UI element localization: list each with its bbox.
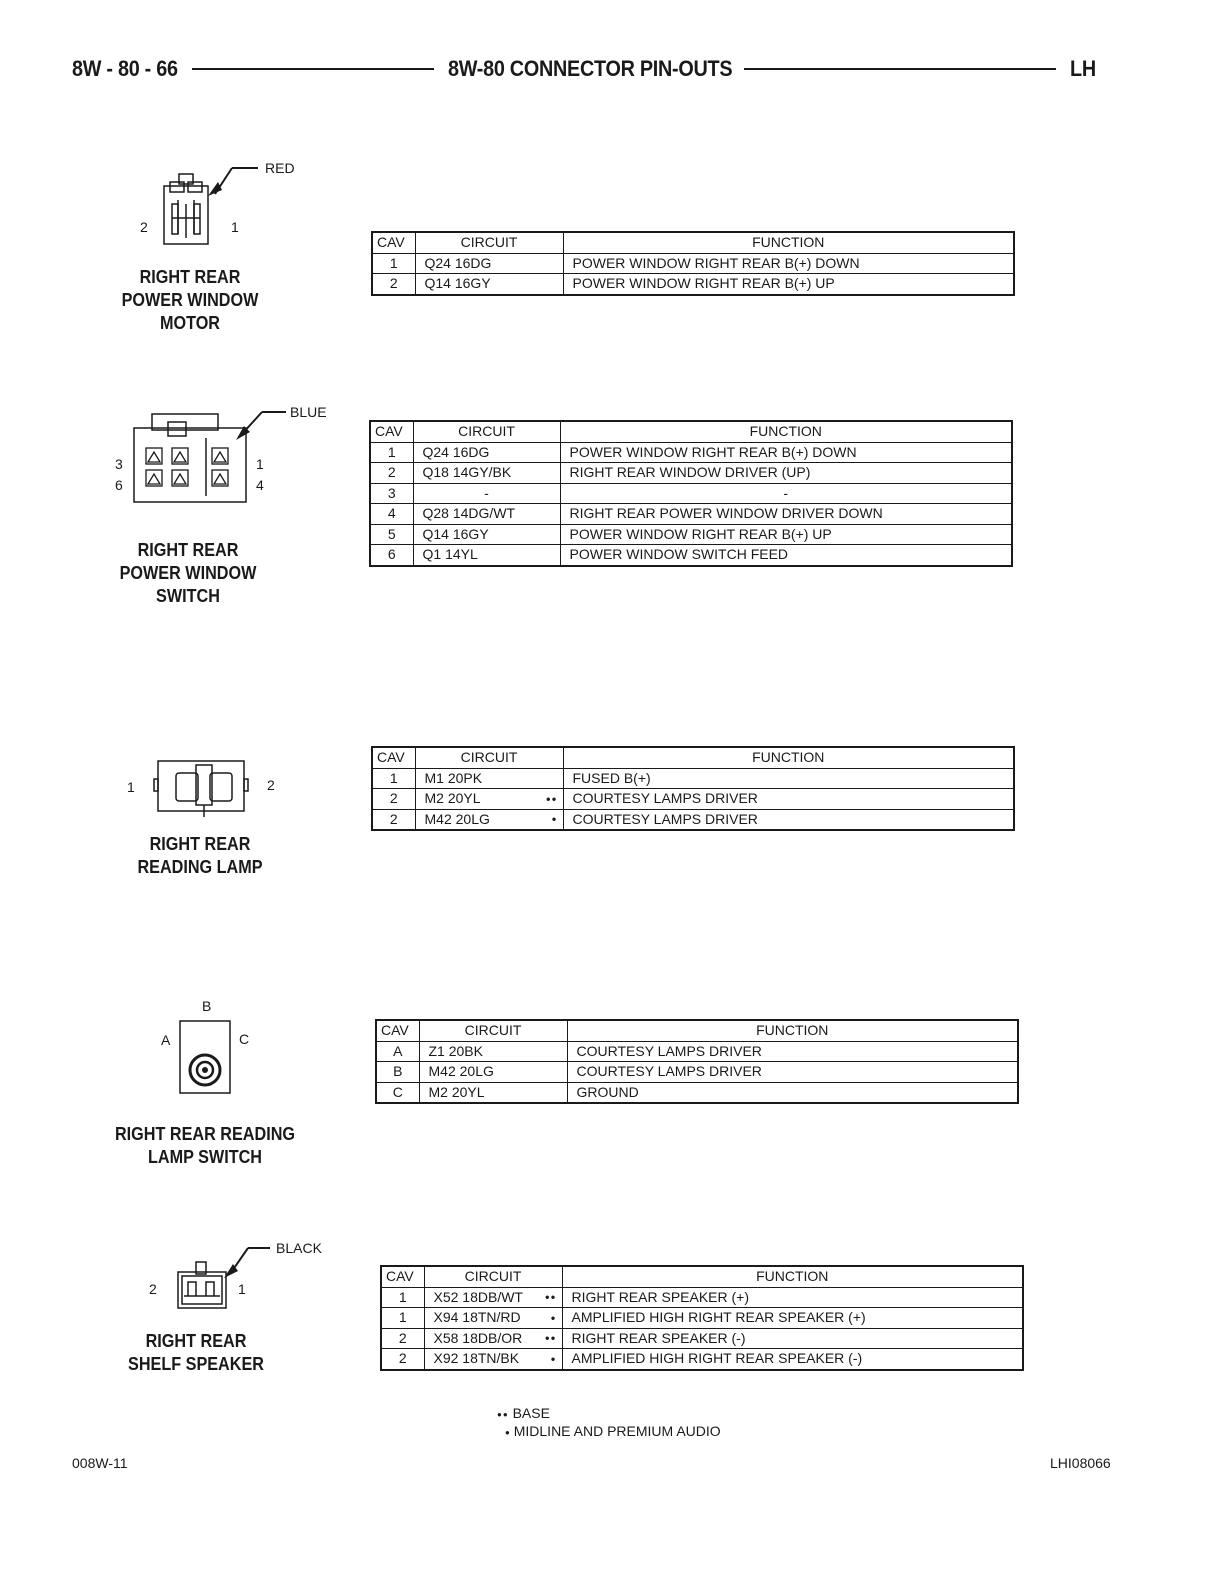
function-cell: POWER WINDOW RIGHT REAR B(+) UP (560, 524, 1012, 545)
cav-cell: 2 (381, 1328, 424, 1349)
legend-item (497, 1423, 721, 1439)
option-marker: ●● (544, 1292, 557, 1302)
header-rule-right (744, 68, 1056, 70)
function-cell: RIGHT REAR WINDOW DRIVER (UP) (560, 463, 1012, 484)
page-title: 8W-80 CONNECTOR PIN-OUTS (448, 56, 733, 81)
circuit-text: X92 18TN/BK (433, 1350, 520, 1367)
motor-connector-diagram (150, 160, 330, 260)
table-row (372, 768, 1014, 789)
circuit-cell (415, 768, 563, 789)
cav-cell: 4 (370, 504, 413, 525)
page-side: LH (1070, 56, 1096, 81)
pin-label: 6 (115, 477, 123, 493)
table-row (372, 253, 1014, 274)
circuit-cell (419, 1062, 567, 1083)
pinout-table (380, 1265, 1024, 1371)
pin-label: 1 (238, 1281, 246, 1297)
cav-cell: 6 (370, 545, 413, 566)
connector-name: RIGHT REAR POWER WINDOW MOTOR (121, 267, 259, 333)
legend-marker: ● (505, 1427, 510, 1437)
column-header: CIRCUIT (415, 747, 563, 768)
table-row (376, 1062, 1018, 1083)
cav-cell: A (376, 1041, 419, 1062)
table-row (372, 274, 1014, 295)
circuit-text: M1 20PK (424, 769, 483, 786)
function-cell: RIGHT REAR SPEAKER (+) (562, 1287, 1023, 1308)
cav-cell: 5 (370, 524, 413, 545)
connector-name: RIGHT REAR POWER WINDOW SWITCH (119, 540, 257, 606)
footer-code-right: LHI08066 (1050, 1455, 1111, 1471)
function-cell: POWER WINDOW RIGHT REAR B(+) UP (563, 274, 1014, 295)
connector-name: RIGHT REAR READING LAMP (137, 834, 263, 877)
column-header: CIRCUIT (419, 1020, 567, 1041)
table-row (370, 463, 1012, 484)
function-cell: RIGHT REAR SPEAKER (-) (562, 1328, 1023, 1349)
circuit-text: Q14 16GY (424, 275, 491, 292)
circuit-cell (424, 1287, 562, 1308)
pin-label: 3 (115, 456, 123, 472)
table-row (381, 1328, 1023, 1349)
option-marker: ● (551, 814, 558, 824)
pin-label: C (239, 1031, 250, 1047)
function-cell: COURTESY LAMPS DRIVER (563, 809, 1014, 830)
circuit-cell (415, 809, 563, 830)
table-row (372, 789, 1014, 810)
circuit-cell (424, 1308, 562, 1329)
circuit-text: Z1 20BK (428, 1042, 483, 1059)
function-cell: RIGHT REAR POWER WINDOW DRIVER DOWN (560, 504, 1012, 525)
connector-color-label: BLACK (276, 1240, 322, 1256)
circuit-cell (415, 789, 563, 810)
column-header: FUNCTION (560, 421, 1012, 442)
pin-label: 2 (140, 219, 148, 235)
column-header: CIRCUIT (413, 421, 560, 442)
table-row (381, 1287, 1023, 1308)
circuit-text: Q24 16DG (424, 254, 492, 271)
circuit-cell (424, 1349, 562, 1370)
cav-cell: 1 (381, 1308, 424, 1329)
cav-cell: 1 (372, 253, 415, 274)
column-header: FUNCTION (562, 1266, 1023, 1287)
connector-name: RIGHT REAR SHELF SPEAKER (128, 1331, 264, 1374)
column-header: CAV (370, 421, 413, 442)
circuit-cell (413, 524, 560, 545)
legend-label: MIDLINE AND PREMIUM AUDIO (513, 1423, 721, 1439)
header-rule-left (192, 68, 434, 70)
circuit-cell (413, 442, 560, 463)
pinout-table (371, 231, 1015, 296)
connector-name: RIGHT REAR READING LAMP SWITCH (114, 1124, 295, 1167)
column-header: CIRCUIT (415, 232, 563, 253)
table-row (376, 1082, 1018, 1103)
cav-cell: 2 (372, 789, 415, 810)
function-cell: COURTESY LAMPS DRIVER (567, 1041, 1018, 1062)
column-header: FUNCTION (563, 232, 1014, 253)
function-cell: COURTESY LAMPS DRIVER (567, 1062, 1018, 1083)
circuit-cell (415, 274, 563, 295)
column-header: FUNCTION (563, 747, 1014, 768)
circuit-text: X94 18TN/RD (433, 1309, 521, 1326)
cav-cell: 2 (372, 809, 415, 830)
table-header-row (381, 1266, 1023, 1287)
cav-cell: 1 (372, 768, 415, 789)
circuit-text: Q24 16DG (422, 443, 490, 460)
pin-label: 2 (267, 777, 275, 793)
column-header: CIRCUIT (424, 1266, 562, 1287)
page-number: 8W - 80 - 66 (72, 56, 178, 81)
function-cell: - (560, 483, 1012, 504)
function-cell: POWER WINDOW RIGHT REAR B(+) DOWN (563, 253, 1014, 274)
circuit-text: Q1 14YL (422, 546, 478, 563)
cav-cell: 3 (370, 483, 413, 504)
function-cell: FUSED B(+) (563, 768, 1014, 789)
circuit-text: X52 18DB/WT (433, 1288, 523, 1305)
option-marker: ● (550, 1354, 557, 1364)
function-cell: GROUND (567, 1082, 1018, 1103)
circuit-cell (413, 463, 560, 484)
table-row (376, 1041, 1018, 1062)
circuit-text: M2 20YL (424, 790, 481, 807)
pin-label: 1 (256, 456, 264, 472)
table-header-row (376, 1020, 1018, 1041)
table-header-row (372, 232, 1014, 253)
cav-cell: B (376, 1062, 419, 1083)
circuit-text: M2 20YL (428, 1083, 485, 1100)
circuit-text: X58 18DB/OR (433, 1329, 523, 1346)
table-header-row (370, 421, 1012, 442)
circuit-text: M42 20LG (428, 1063, 494, 1080)
table-row (381, 1308, 1023, 1329)
circuit-cell: - (413, 483, 560, 504)
table-row (381, 1349, 1023, 1370)
table-row (370, 524, 1012, 545)
circuit-cell (413, 504, 560, 525)
circuit-text: Q18 14GY/BK (422, 464, 512, 481)
reading-lamp-connector-diagram (150, 755, 270, 825)
pinout-table (371, 746, 1015, 831)
pin-label: 1 (127, 779, 135, 795)
function-cell: AMPLIFIED HIGH RIGHT REAR SPEAKER (+) (562, 1308, 1023, 1329)
pin-label: 1 (231, 219, 239, 235)
function-cell: POWER WINDOW SWITCH FEED (560, 545, 1012, 566)
table-row (370, 483, 1012, 504)
pinout-table (369, 420, 1013, 567)
legend-item (497, 1405, 721, 1421)
circuit-cell (415, 253, 563, 274)
circuit-text: Q14 16GY (422, 525, 489, 542)
legend-label: BASE (512, 1405, 550, 1421)
column-header: CAV (372, 232, 415, 253)
column-header: FUNCTION (567, 1020, 1018, 1041)
connector-color-label: BLUE (290, 404, 327, 420)
cav-cell: 2 (370, 463, 413, 484)
column-header: CAV (372, 747, 415, 768)
cav-cell: 1 (381, 1287, 424, 1308)
table-header-row (372, 747, 1014, 768)
function-cell: COURTESY LAMPS DRIVER (563, 789, 1014, 810)
function-cell: POWER WINDOW RIGHT REAR B(+) DOWN (560, 442, 1012, 463)
cav-cell: C (376, 1082, 419, 1103)
circuit-text: M42 20LG (424, 810, 490, 827)
table-row (370, 504, 1012, 525)
pinout-table (375, 1019, 1019, 1104)
column-header: CAV (381, 1266, 424, 1287)
table-row (372, 809, 1014, 830)
pin-label: 2 (149, 1281, 157, 1297)
table-row (370, 545, 1012, 566)
pin-label: A (161, 1032, 171, 1048)
column-header: CAV (376, 1020, 419, 1041)
pin-label: 4 (256, 477, 264, 493)
circuit-text: Q28 14DG/WT (422, 505, 516, 522)
circuit-cell (413, 545, 560, 566)
table-row (370, 442, 1012, 463)
function-cell: AMPLIFIED HIGH RIGHT REAR SPEAKER (-) (562, 1349, 1023, 1370)
footer-code-left: 008W-11 (72, 1455, 128, 1471)
connector-color-label: RED (265, 160, 295, 176)
circuit-cell (424, 1328, 562, 1349)
legend (497, 1405, 721, 1439)
option-marker: ● (550, 1313, 557, 1323)
lamp-switch-connector-diagram (170, 1018, 240, 1098)
cav-cell: 2 (372, 274, 415, 295)
circuit-cell (419, 1082, 567, 1103)
option-marker: ●● (545, 794, 558, 804)
cav-cell: 1 (370, 442, 413, 463)
circuit-cell (419, 1041, 567, 1062)
legend-marker: ●● (497, 1409, 509, 1419)
pin-label: B (202, 998, 212, 1014)
option-marker: ●● (544, 1333, 557, 1343)
cav-cell: 2 (381, 1349, 424, 1370)
